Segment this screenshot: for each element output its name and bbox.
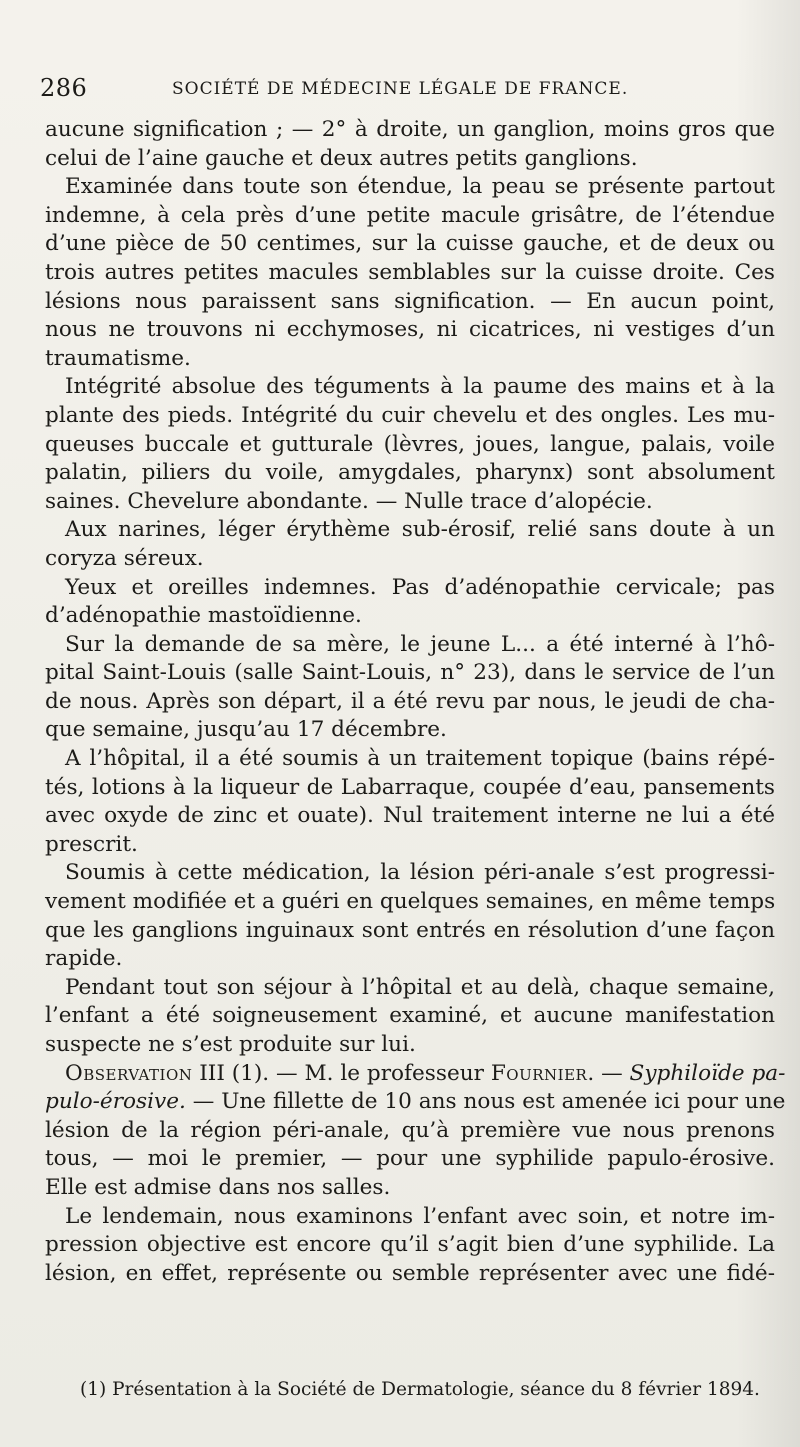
text-line: Examinée dans toute son étendue, la peau se présente partout: [65, 174, 775, 200]
text-line: de nous. Après son départ, il a été revu par nous, le jeudi de cha-: [45, 688, 775, 714]
text-line: vement modifiée et a guéri en quelques semaines, en même temps: [45, 889, 776, 915]
text-line: queuses buccale et gutturale (lèvres, joues, langue, palais, voile: [45, 431, 775, 457]
text-line: Soumis à cette médication, la lésion péri-anale s’est progressi-: [65, 860, 775, 886]
text-line: indemne, à cela près d’une petite macule grisâtre, de l’étendue: [45, 202, 775, 228]
text-line: avec oxyde de zinc et ouate). Nul traitement interne ne lui a été: [45, 803, 775, 829]
observation-text: — Une fillette de 10 ans nous est amenée ici pour une: [185, 1089, 786, 1115]
text-line: que semaine, jusqu’au 17 décembre.: [45, 717, 447, 743]
page-header: [40, 74, 760, 106]
text-line: plante des pieds. Intégrité du cuir chevelu et des ongles. Les mu-: [45, 402, 775, 428]
text-line: tous, — moi le premier, — pour une syphilide papulo-érosive.: [45, 1146, 775, 1172]
page-number: 286: [40, 74, 88, 102]
text-line: lésions nous paraissent sans signification. — En aucun point,: [45, 288, 775, 314]
text-line: palatin, piliers du voile, amygdales, pharynx) sont absolument: [45, 460, 775, 486]
text-line: lésion de la région péri-anale, qu’à première vue nous prenons: [45, 1117, 775, 1143]
text-line: trois autres petites macules semblables sur la cuisse droite. Ces: [45, 259, 775, 285]
text-line: [45, 1088, 786, 1117]
text-line: rapide.: [45, 946, 123, 972]
text-line: celui de l’aine gauche et deux autres petits ganglions.: [45, 145, 638, 171]
text-line: l’enfant a été soigneusement examiné, et aucune manifestation: [45, 1003, 775, 1029]
text-line: d’une pièce de 50 centimes, sur la cuisse gauche, et de deux ou: [45, 231, 775, 257]
text-line: Intégrité absolue des téguments à la paume des mains et à la: [65, 374, 775, 400]
text-line: Aux narines, léger érythème sub-érosif, relié sans doute à un: [65, 517, 775, 543]
text-line: suspecte ne s’est produite sur lui.: [45, 1032, 416, 1057]
text-line: Le lendemain, nous examinons l’enfant avec soin, et notre im-: [65, 1203, 775, 1229]
observation-title-part2: pulo-érosive.: [45, 1089, 186, 1115]
text-line: prescrit.: [45, 831, 138, 857]
observation-separator: . —: [587, 1060, 630, 1086]
text-line: aucune signification ; — 2° à droite, un ganglion, moins gros que: [45, 117, 775, 142]
text-line: que les ganglions inguinaux sont entrés en résolution d’une façon: [45, 917, 775, 943]
observation-title-part1: Syphiloïde pa-: [629, 1060, 786, 1086]
text-line: traumatisme.: [45, 345, 191, 371]
running-title: SOCIÉTÉ DE MÉDECINE LÉGALE DE FRANCE.: [172, 79, 629, 99]
text-line: Pendant tout son séjour à l’hôpital et au delà, chaque semaine,: [65, 974, 775, 1000]
text-line: pression objective est encore qu’il s’agit bien d’une syphilide. La: [45, 1232, 775, 1258]
text-line: coryza séreux.: [45, 545, 204, 571]
text-line: Elle est admise dans nos salles.: [45, 1174, 391, 1200]
text-line: Yeux et oreilles indemnes. Pas d’adénopathie cervicale; pas: [65, 574, 775, 600]
text-line: tés, lotions à la liqueur de Labarraque, coupée d’eau, pansements: [45, 774, 775, 800]
text-line: A l’hôpital, il a été soumis à un traitement topique (bains répé-: [65, 746, 775, 772]
text-line: nous ne trouvons ni ecchymoses, ni cicatrices, ni vestiges d’un: [45, 317, 775, 343]
observation-professor: Fournier: [490, 1060, 588, 1086]
text-line: pital Saint-Louis (salle Saint-Louis, n° 23), dans le service de l’un: [45, 660, 775, 686]
text-line: saines. Chevelure abondante. — Nulle trace d’alopécie.: [45, 488, 653, 514]
observation-heading-line: [45, 1060, 786, 1089]
body-text: [45, 116, 786, 1288]
text-line: d’adénopathie mastoïdienne.: [45, 603, 362, 629]
footnote: (1) Présentation à la Société de Dermatologie, séance du 8 février 1894.: [80, 1379, 760, 1400]
observation-number: III (1). — M. le professeur: [192, 1060, 491, 1086]
observation-label: Observation: [65, 1060, 193, 1086]
text-line: Sur la demande de sa mère, le jeune L... a été interné à l’hô-: [65, 631, 775, 657]
text-line: lésion, en effet, représente ou semble représenter avec une fidé-: [45, 1260, 775, 1286]
